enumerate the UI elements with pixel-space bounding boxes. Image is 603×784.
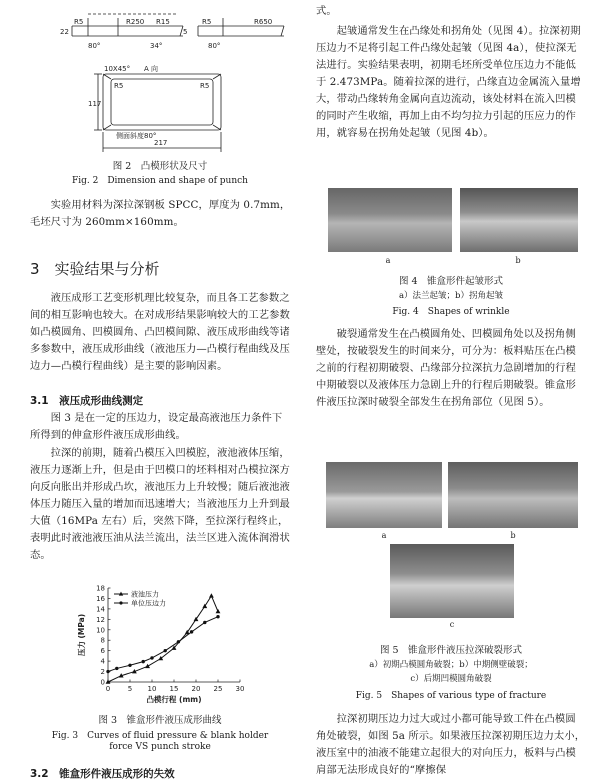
series-point-1 bbox=[177, 640, 180, 643]
fig4-caption-sub: a）法兰起皱；b）拐角起皱 bbox=[398, 291, 503, 301]
fig2-caption-en: Fig. 2 Dimension and shape of punch bbox=[72, 176, 248, 186]
fig2-217: 217 bbox=[154, 139, 168, 147]
fig5-photo-a bbox=[326, 462, 442, 528]
x-axis-label: 凸模行程 (mm) bbox=[146, 695, 202, 704]
fig5-caption-sub-2: c）后期凹模圆角破裂 bbox=[410, 674, 492, 684]
fig4-label-a: a bbox=[385, 256, 391, 265]
fig5-caption-cn: 图 5 锥盒形件液压拉深破裂形式 bbox=[379, 645, 523, 656]
fig4-caption-en: Fig. 4 Shapes of wrinkle bbox=[392, 307, 510, 317]
paragraph-3-1-a: 图 3 是在一定的压边力，设定最高液池压力条件下所得到的伸盒形件液压成形曲线。 bbox=[30, 412, 283, 441]
y-tick-label: 6 bbox=[100, 647, 105, 656]
y-tick-label: 10 bbox=[96, 626, 105, 635]
fig2-r5: R5 bbox=[74, 18, 84, 26]
y-tick-label: 14 bbox=[96, 605, 105, 614]
fig4-caption-cn: 图 4 锥盒形件起皱形式 bbox=[398, 276, 504, 287]
fig5-caption-sub-1: a）初期凸模圆角破裂；b）中期侧壁破裂； bbox=[369, 660, 533, 670]
series-point-1 bbox=[150, 656, 153, 659]
fig3-caption-en-2: force VS punch stroke bbox=[109, 742, 211, 752]
fig2-r5c: R5 bbox=[114, 82, 124, 90]
y-tick-label: 12 bbox=[96, 615, 105, 624]
fig5-label-b: b bbox=[510, 531, 516, 540]
y-tick-label: 18 bbox=[96, 584, 105, 593]
series-point-1 bbox=[164, 649, 167, 652]
fig2-r650: R650 bbox=[254, 18, 273, 26]
fig2-5: 5 bbox=[183, 28, 188, 36]
x-tick-label: 20 bbox=[191, 685, 201, 693]
series-line-1 bbox=[108, 617, 218, 672]
x-tick-label: 0 bbox=[105, 685, 111, 693]
fig2-slope: 侧面斜度80° bbox=[116, 132, 157, 140]
fig2-117: 117 bbox=[88, 100, 102, 108]
series-point-0 bbox=[145, 664, 150, 668]
series-point-0 bbox=[209, 593, 214, 597]
paragraph-last: 拉深初期压边力过大或过小都可能导致工件在凸模圆角处破裂，如图 5a 所示。如果液压拉深初期压边力太小，液压室中的油液不能建立起很大的对向压力，板料与凸模肩部无法形成良好的“摩擦保 bbox=[316, 713, 586, 776]
fig2-a-view: A 向 bbox=[144, 65, 159, 73]
fig3-caption-en-1: Fig. 3 Curves of fluid pressure & blank holder bbox=[51, 731, 269, 741]
legend-label-0: 液池压力 bbox=[131, 590, 159, 599]
series-point-1 bbox=[115, 667, 118, 670]
fig5-photo-c bbox=[390, 544, 514, 618]
series-point-1 bbox=[128, 664, 131, 667]
series-point-1 bbox=[190, 630, 193, 633]
x-tick-label: 10 bbox=[147, 685, 157, 693]
fig2-r15: R15 bbox=[156, 18, 170, 26]
legend-label-1: 单位压边力 bbox=[131, 599, 166, 608]
series-point-0 bbox=[216, 609, 221, 613]
legend-marker-1 bbox=[119, 601, 122, 604]
fig2-10x45: 10X45° bbox=[104, 65, 131, 73]
paragraph-section-3: 液压成形工艺变形机理比较复杂，而且各工艺参数之间的相互影响也较大。在对成形结果影响较大的工艺参数如凸模圆角、凹模圆角、凸凹模间隙、液压成形曲线等诸多参数中，液压成形曲线（液池压力—凸模行程曲线及压边力—凸模行程曲线）是主要的影响因素。 bbox=[30, 292, 290, 372]
fig3-caption-cn: 图 3 锥盒形件液压成形曲线 bbox=[98, 715, 222, 726]
fig4-photo-b bbox=[460, 188, 578, 252]
x-tick-label: 25 bbox=[213, 685, 223, 693]
fig5-caption-en: Fig. 5 Shapes of various type of fracture bbox=[355, 691, 547, 701]
fig2-r5d: R5 bbox=[200, 82, 210, 90]
fig2-r250: R250 bbox=[126, 18, 145, 26]
series-point-1 bbox=[203, 621, 206, 624]
fig2-22: 22 bbox=[60, 28, 69, 36]
fig5-label-a: a bbox=[381, 531, 387, 540]
series-point-1 bbox=[106, 670, 109, 673]
x-tick-label: 30 bbox=[235, 685, 245, 693]
x-tick-label: 5 bbox=[127, 685, 133, 693]
y-tick-label: 2 bbox=[100, 668, 105, 677]
paragraph-fracture: 破裂通常发生在凸模圆角处、凹模圆角处以及拐角侧壁处，按破裂发生的时间来分，可分为：板料贴压在凸模之前的行程初期破裂、凸缘部分拉深抗力急剧增加的行程中期破裂以及液体压力急剧上升的行程后期破裂。锥盒形件液压拉深时破裂全部发生在拐角部位（见图 5）。 bbox=[316, 328, 576, 408]
x-tick-label: 15 bbox=[169, 685, 179, 693]
fig5-label-c: c bbox=[449, 620, 455, 629]
fig2-caption-cn: 图 2 凸模形状及尺寸 bbox=[112, 161, 208, 172]
paragraph-material: 实验用材料为深拉深钢板 SPCC，厚度为 0.7mm，毛坯尺寸为 260mm×160mm。 bbox=[30, 199, 291, 228]
fig4-photo-a bbox=[328, 188, 452, 252]
series-point-1 bbox=[142, 660, 145, 663]
figure-2-drawing bbox=[58, 4, 298, 156]
paragraph-wrinkle: 起皱通常发生在凸缘处和拐角处（见图 4）。拉深初期压边力不足将引起工件凸缘处起皱（见图 4a），使拉深无法进行。实验结果表明，初期毛坯所受单位压边力不能低于 2.473MPa。随着拉深的进行，凸缘直边金属流入量增大，带动凸缘转角金属向直边流动，该处材料在流入凹模的同时产生收缩，再加上由不均匀拉力引起的压应力的作用，就容易在拐角处起皱（见图 4b）。 bbox=[316, 25, 581, 139]
fig2-34: 34° bbox=[150, 42, 163, 50]
fig5-photo-b bbox=[448, 462, 578, 528]
y-tick-label: 4 bbox=[100, 657, 105, 666]
fig2-r5b: R5 bbox=[202, 18, 212, 26]
y-tick-label: 0 bbox=[100, 678, 105, 687]
series-point-1 bbox=[216, 615, 219, 618]
section-3-1-heading: 3.1 液压成形曲线测定 bbox=[30, 395, 144, 407]
fig4-label-b: b bbox=[515, 256, 521, 265]
section-3-2-heading: 3.2 锥盒形件液压成形的失效 bbox=[30, 768, 175, 780]
y-axis-label: 压力 (MPa) bbox=[77, 613, 86, 657]
fig2-80b: 80° bbox=[208, 42, 221, 50]
paragraph-3-1-b: 拉深的前期，随着凸模压入凹模腔，液池液体压缩，液压力逐渐上升，但是由于凹模口的坯料相对凸模拉深方向反向胀出并形成凸坎，液池压力上升较慢；随后液池液体压力随压入量的增加而迅速增大；当液池压力上升到最大值（16MPa 左右）后，突然下降，至拉深行程终止，表明此时液池液压油从法兰流出，法兰区进入流体润滑状态。 bbox=[30, 447, 290, 561]
series-line-0 bbox=[108, 596, 218, 682]
y-tick-label: 16 bbox=[96, 594, 105, 603]
right-top-line: 式。 bbox=[316, 5, 337, 17]
figure-3-chart bbox=[70, 582, 250, 706]
y-tick-label: 8 bbox=[100, 636, 105, 645]
fig2-80a: 80° bbox=[88, 42, 101, 50]
section-3-heading: 3 实验结果与分析 bbox=[30, 260, 160, 278]
